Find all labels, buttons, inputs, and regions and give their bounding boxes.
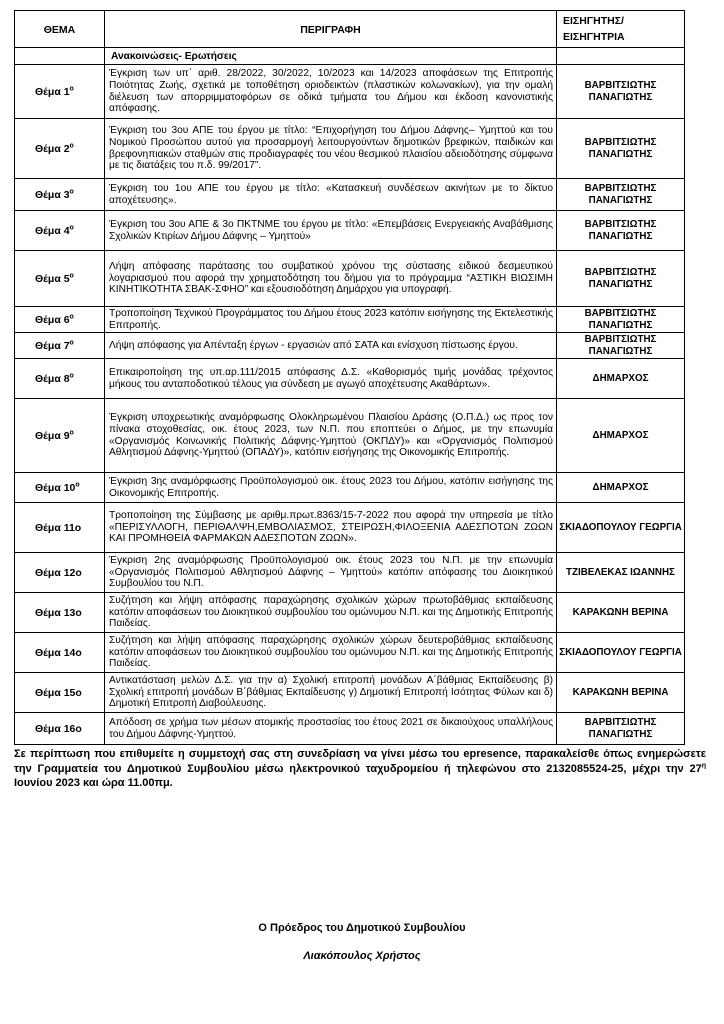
rapporteur-cell: ΒΑΡΒΙΤΣΙΩΤΗΣ ΠΑΝΑΓΙΩΤΗΣ xyxy=(557,211,685,251)
header-rapporteur xyxy=(557,11,685,48)
theme-label: Θέμα 10 xyxy=(35,481,76,494)
rapporteur-cell: ΣΚΙΑΔΟΠΟΥΛΟΥ ΓΕΩΡΓΙΑ xyxy=(557,503,685,553)
theme-label: Θέμα 14ο xyxy=(35,646,82,659)
header-description: ΠΕΡΙΓΡΑΦΗ xyxy=(105,11,557,48)
description-cell: Συζήτηση και λήψη απόφασης παραχώρησης σχολικών χώρων πρωτοβάθμιας εκπαίδευσης κατόπιν αποφάσεων του Διοικητικού συμβουλίου του ομώνυμου Ν.Π. και της Δημοτικής Επιτροπής Παιδείας. xyxy=(105,593,557,633)
description-cell: Τροποποίηση Τεχνικού Προγράμματος του Δήμου έτους 2023 κατόπιν εισήγησης της Εκτελεστικής Επιτροπής. xyxy=(105,307,557,333)
rapporteur-cell: ΣΚΙΑΔΟΠΟΥΛΟΥ ΓΕΩΡΓΙΑ xyxy=(557,633,685,673)
theme-cell xyxy=(15,359,105,399)
theme-cell xyxy=(15,65,105,119)
rapporteur-cell: ΒΑΡΒΙΤΣΙΩΤΗΣ ΠΑΝΑΓΙΩΤΗΣ xyxy=(557,307,685,333)
theme-label: Θέμα 5 xyxy=(35,272,70,285)
theme-cell xyxy=(15,503,105,553)
agenda-row xyxy=(15,633,685,673)
theme-cell xyxy=(15,211,105,251)
theme-ordinal: ο xyxy=(69,339,74,346)
theme-label: Θέμα 8 xyxy=(35,372,70,385)
theme-label: Θέμα 6 xyxy=(35,313,70,326)
theme-cell xyxy=(15,593,105,633)
description-cell: Έγκριση του 3ου ΑΠΕ & 3ο ΠΚΤΝΜΕ του έργου με τίτλο: «Επεμβάσεις Ενεργειακής Αναβάθμισης Σχολικών Κτιρίων Δήμου Δάφνης – Υμηττού» xyxy=(105,211,557,251)
rapporteur-cell: ΔΗΜΑΡΧΟΣ xyxy=(557,473,685,503)
description-cell: Έγκριση 2ης αναμόρφωσης Προϋπολογισμού οικ. έτους 2023 του Ν.Π. με την επωνυμία «Οργανισμός Πολιτισμού Αθλητισμού Δάφνης – Υμηττού» κατόπιν απόφασης του Διοικητικού Συμβουλίου του Ν.Π. xyxy=(105,553,557,593)
agenda-row xyxy=(15,673,685,713)
theme-cell xyxy=(15,251,105,307)
theme-label: Θέμα 3 xyxy=(35,188,70,201)
theme-label: Θέμα 7 xyxy=(35,339,70,352)
rapporteur-cell: ΒΑΡΒΙΤΣΙΩΤΗΣ ΠΑΝΑΓΙΩΤΗΣ xyxy=(557,65,685,119)
agenda-row xyxy=(15,333,685,359)
theme-ordinal: ο xyxy=(69,372,74,379)
notice-text: Σε περίπτωση που επιθυμείτε η συμμετοχή σας στη συνεδρίαση να γίνει μέσω του epresence, παρακαλείσθε όπως ενημερώσετε την Γραμματεία του Δημοτικού Συμβουλίου μέσω ηλεκτρονικού ταχυδρομείου ή τηλεφώνου στο 2132085524-25, μέχρι την 27 xyxy=(14,748,706,775)
signature-name: Λιακόπουλος Χρήστος xyxy=(303,950,421,962)
agenda-table xyxy=(14,10,685,745)
rapporteur-cell: ΚΑΡΑΚΩΝΗ ΒΕΡΙΝΑ xyxy=(557,593,685,633)
description-cell: Έγκριση υποχρεωτικής αναμόρφωσης Ολοκληρωμένου Πλαισίου Δράσης (Ο.Π.Δ.) ως προς τον πίνακα στοχοθεσίας, οικ. έτους 2023, των Ν.Π. που εποπτεύει ο Δήμος, με την επωνυμία «Οργανισμός Κοινωνικής Πολιτικής Δάφνης-Υμηττού (ΟΚΠΔΥ)» και «Οργανισμός Πολιτισμού Αθλητισμού Δάφνης-Υμηττού (ΟΠΑΔΥ)», κατόπιν εισήγησης της Οικονομικής Επιτροπής. xyxy=(105,399,557,473)
rapporteur-cell: ΒΑΡΒΙΤΣΙΩΤΗΣ ΠΑΝΑΓΙΩΤΗΣ xyxy=(557,251,685,307)
theme-ordinal: ο xyxy=(69,429,74,436)
description-cell: Τροποποίηση της Σύμβασης με αριθμ.πρωτ.8363/15-7-2022 που αφορά την υπηρεσία με τίτλο «ΠΕΡΙΣΥΛΛΟΓΗ, ΠΕΡΙΘΑΛΨΗ,ΕΜΒΟΛΙΑΣΜΟΣ, ΣΤΕΙΡΩΣΗ,ΦΙΛΟΞΕΝΙΑ ΑΔΕΣΠΟΤΩΝ ΖΩΩΝ ΚΑΙ ΠΡΟΜΗΘΕΙΑ ΦΑΡΜΑΚΩΝ ΑΔΕΣΠΟΤΩΝ ΖΩΩΝ». xyxy=(105,503,557,553)
description-cell: Έγκριση του 3ου ΑΠΕ του έργου με τίτλο: “Επιχορήγηση του Δήμου Δάφνης– Υμηττού και του Νομικού Προσώπου αυτού για προσαρμογή λειτουργούντων δημοτικών βρεφικών, παιδικών και βρεφονηπιακών σταθμών στις προδιαγραφές του νέου θεσμικού πλαισίου αδειοδότησης σύμφωνα με τις διατάξεις του π.δ. 99/2017”. xyxy=(105,119,557,179)
agenda-rows xyxy=(15,48,685,745)
agenda-row xyxy=(15,503,685,553)
theme-ordinal: ο xyxy=(75,481,80,488)
theme-cell xyxy=(15,179,105,211)
theme-ordinal: ο xyxy=(69,188,74,195)
description-cell: Έγκριση 3ης αναμόρφωσης Προϋπολογισμού οικ. έτους 2023 του Δήμου, κατόπιν εισήγησης της Οικονομικής Επιτροπής. xyxy=(105,473,557,503)
theme-label: Θέμα 12ο xyxy=(35,566,82,579)
theme-label: Θέμα 1 xyxy=(35,85,70,98)
theme-ordinal: ο xyxy=(69,224,74,231)
agenda-page xyxy=(14,10,710,791)
agenda-row xyxy=(15,179,685,211)
theme-label: Θέμα 4 xyxy=(35,224,70,237)
agenda-row xyxy=(15,713,685,745)
agenda-row xyxy=(15,593,685,633)
rapporteur-cell: ΔΗΜΑΡΧΟΣ xyxy=(557,359,685,399)
rapporteur-cell: ΒΑΡΒΙΤΣΙΩΤΗΣ ΠΑΝΑΓΙΩΤΗΣ xyxy=(557,179,685,211)
agenda-row xyxy=(15,211,685,251)
signature-title: Ο Πρόεδρος του Δημοτικού Συμβουλίου xyxy=(258,922,466,934)
header-rapporteur-line2: ΕΙΣΗΓΗΤΡΙΑ xyxy=(563,31,625,43)
agenda-row xyxy=(15,119,685,179)
header-theme: ΘΕΜΑ xyxy=(15,11,105,48)
rapporteur-cell: ΒΑΡΒΙΤΣΙΩΤΗΣ ΠΑΝΑΓΙΩΤΗΣ xyxy=(557,333,685,359)
agenda-row xyxy=(15,359,685,399)
description-cell: Συζήτηση και λήψη απόφασης παραχώρησης σχολικών χώρων δευτεροβάθμιας εκπαίδευσης κατόπιν αποφάσεων του Διοικητικού συμβουλίου του ομώνυμου Ν.Π. και της Δημοτικής Επιτροπής Παιδείας. xyxy=(105,633,557,673)
theme-cell xyxy=(15,473,105,503)
section-row xyxy=(15,48,685,65)
section-empty-cell xyxy=(15,48,105,65)
agenda-row xyxy=(15,307,685,333)
agenda-row xyxy=(15,65,685,119)
theme-cell xyxy=(15,399,105,473)
description-cell: Έγκριση του 1ου ΑΠΕ του έργου με τίτλο: «Κατασκευή συνδέσεων ακινήτων με το δίκτυο αποχέτευσης». xyxy=(105,179,557,211)
theme-ordinal: ο xyxy=(69,313,74,320)
theme-ordinal: ο xyxy=(69,85,74,92)
theme-cell xyxy=(15,553,105,593)
theme-label: Θέμα 15ο xyxy=(35,686,82,699)
rapporteur-cell: ΚΑΡΑΚΩΝΗ ΒΕΡΙΝΑ xyxy=(557,673,685,713)
rapporteur-cell: ΒΑΡΒΙΤΣΙΩΤΗΣ ΠΑΝΑΓΙΩΤΗΣ xyxy=(557,713,685,745)
theme-cell xyxy=(15,333,105,359)
theme-label: Θέμα 9 xyxy=(35,429,70,442)
theme-ordinal: ο xyxy=(69,272,74,279)
theme-label: Θέμα 13ο xyxy=(35,606,82,619)
header-rapporteur-line1: ΕΙΣΗΓΗΤΗΣ/ xyxy=(563,15,624,27)
description-cell: Αντικατάσταση μελών Δ.Σ. για την α) Σχολική επιτροπή μονάδων Α΄βάθμιας Εκπαίδευσης β) Σχολική επιτροπή μονάδων Β΄βάθμιας Εκπαίδευσης γ) Δημοτική Επιτροπή Ισότητας Φύλων και δ) Δημοτική Επιτροπή Διαβούλευσης. xyxy=(105,673,557,713)
agenda-row xyxy=(15,399,685,473)
rapporteur-cell: ΒΑΡΒΙΤΣΙΩΤΗΣ ΠΑΝΑΓΙΩΤΗΣ xyxy=(557,119,685,179)
epresence-notice xyxy=(14,747,706,791)
agenda-row xyxy=(15,251,685,307)
notice-text-end: Ιουνίου 2023 και ώρα 11.00πμ. xyxy=(14,777,173,789)
agenda-row xyxy=(15,473,685,503)
theme-cell xyxy=(15,713,105,745)
description-cell: Έγκριση των υπ΄ αριθ. 28/2022, 30/2022, 10/2023 και 14/2023 αποφάσεων της Επιτροπής Ποιότητας Ζωής, σχετικά με τοποθέτηση οριοδεικτών (πλαστικών κολωνακίων), για την ομαλή διέλευση των απορριμματοφόρων σε οδικά τμήματα του Δήμου και έκδοση κανονιστικής απόφασης. xyxy=(105,65,557,119)
theme-cell xyxy=(15,307,105,333)
theme-cell xyxy=(15,119,105,179)
theme-label: Θέμα 11ο xyxy=(35,521,82,534)
theme-cell xyxy=(15,673,105,713)
theme-label: Θέμα 16ο xyxy=(35,722,82,735)
section-empty-cell xyxy=(557,48,685,65)
section-title: Ανακοινώσεις- Ερωτήσεις xyxy=(105,48,557,65)
notice-sup: η xyxy=(701,761,706,769)
theme-label: Θέμα 2 xyxy=(35,142,70,155)
description-cell: Λήψη απόφασης παράτασης του συμβατικού χρόνου της σύστασης ειδικού δεσμευτικού λογαριασμού που αφορά την χρηματοδότηση του δήμου για το πρόγραμμα “ΑΣΤΙΚΗ ΒΙΩΣΙΜΗ ΚΙΝΗΤΙΚΟΤΗΤΑ ΣΒΑΚ-ΣΦΗΟ” και εξουσιοδότηση Δημάρχου για υπογραφή. xyxy=(105,251,557,307)
rapporteur-cell: ΔΗΜΑΡΧΟΣ xyxy=(557,399,685,473)
theme-ordinal: ο xyxy=(69,142,74,149)
description-cell: Λήψη απόφασης για Απένταξη έργων - εργασιών από ΣΑΤΑ και ενίσχυση πίστωσης έργου. xyxy=(105,333,557,359)
header-row xyxy=(15,11,685,48)
description-cell: Απόδοση σε χρήμα των μέσων ατομικής προστασίας του έτους 2021 σε δικαιούχους υπαλλήλους του Δήμου Δάφνης-Υμηττού. xyxy=(105,713,557,745)
agenda-row xyxy=(15,553,685,593)
rapporteur-cell: ΤΖΙΒΕΛΕΚΑΣ ΙΩΑΝΝΗΣ xyxy=(557,553,685,593)
theme-cell xyxy=(15,633,105,673)
description-cell: Επικαιροποίηση της υπ.αρ.111/2015 απόφασης Δ.Σ. «Καθορισμός τιμής μονάδας τρέχοντος μήκους του ανταποδοτικού τέλους για σύνδεση με αγωγό αποχέτευσης Ακαθάρτων». xyxy=(105,359,557,399)
